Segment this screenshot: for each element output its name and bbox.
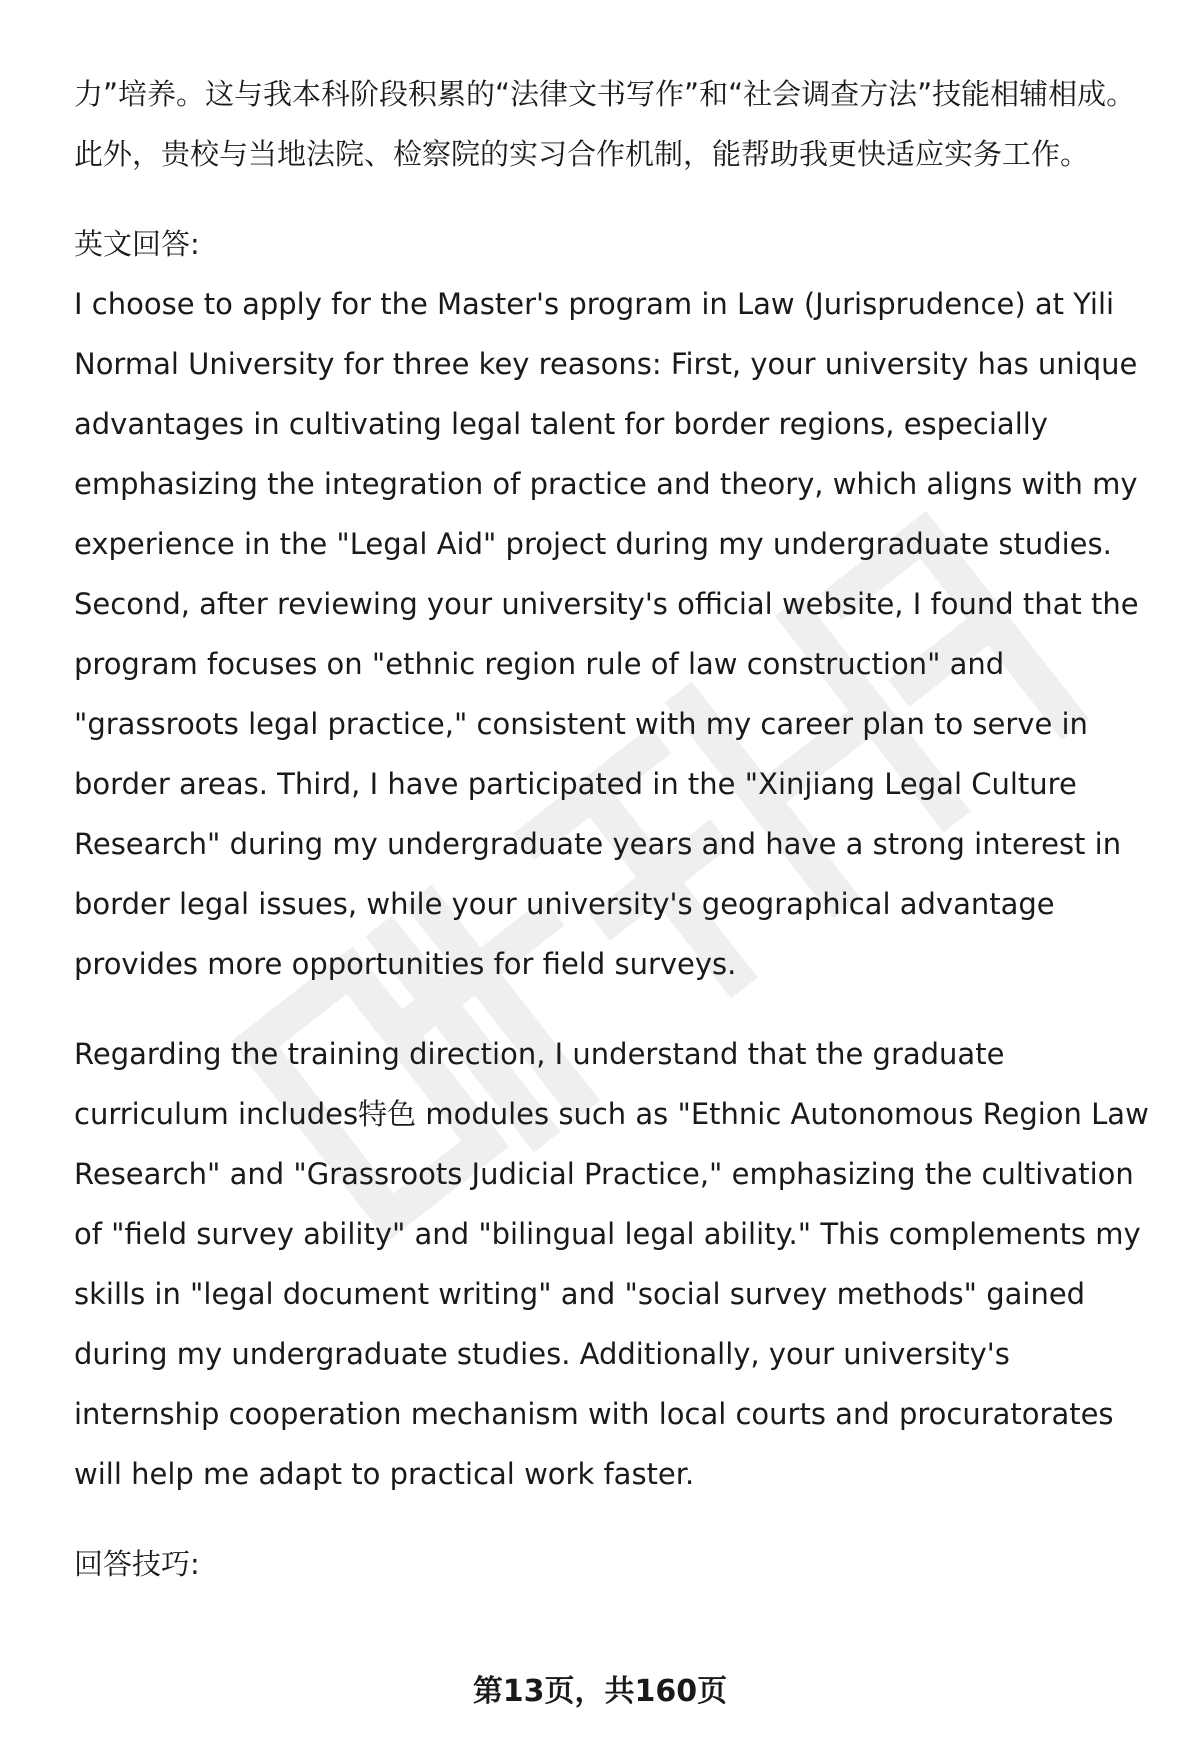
english-answer-paragraph-1: I choose to apply for the Master's program in Law (Jurisprudence) at Yili Normal University for three key reasons: First, your university has unique advantages in cultivating legal talent for border regions, especially emphasizing the integration of practice and theory, which aligns with my experience in the "Legal Aid" project during my undergraduate studies. Second, after reviewing your university's official website, I found that the program focuses on "ethnic region rule of law construction" and "grassroots legal practice," consistent with my career plan to serve in border areas. Third, I have participated in the "Xinjiang Legal Culture Research" during my undergraduate years and have a strong interest in border legal issues, while your university's geographical advantage provides more opportunities for field surveys.	[74, 287, 1139, 981]
document-body	[74, 64, 1164, 1594]
paragraph-gap	[74, 1504, 1164, 1534]
paragraph-gap	[74, 994, 1164, 1024]
page-number-footer: 第13页，共160页	[472, 1674, 728, 1709]
english-answer-label: 英文回答:	[74, 227, 200, 261]
english-answer-paragraph-2: Regarding the training direction, I understand that the graduate curriculum includes特色 modules such as "Ethnic Autonomous Region Law Research" and "Grassroots Judicial Practice," emphasizing the cultivation of "field survey ability" and "bilingual legal ability." This complements my skills in "legal document writing" and "social survey methods" gained during my undergraduate studies. Additionally, your university's internship cooperation mechanism with local courts and procuratorates will help me adapt to practical work faster.	[74, 1037, 1149, 1491]
paragraph-gap	[74, 184, 1164, 214]
chinese-answer-continuation: 力”培养。这与我本科阶段积累的“法律文书写作”和“社会调查方法”技能相辅相成。此外，贵校与当地法院、检察院的实习合作机制，能帮助我更快适应实务工作。	[74, 77, 1136, 171]
answer-tips-label: 回答技巧:	[74, 1547, 200, 1581]
